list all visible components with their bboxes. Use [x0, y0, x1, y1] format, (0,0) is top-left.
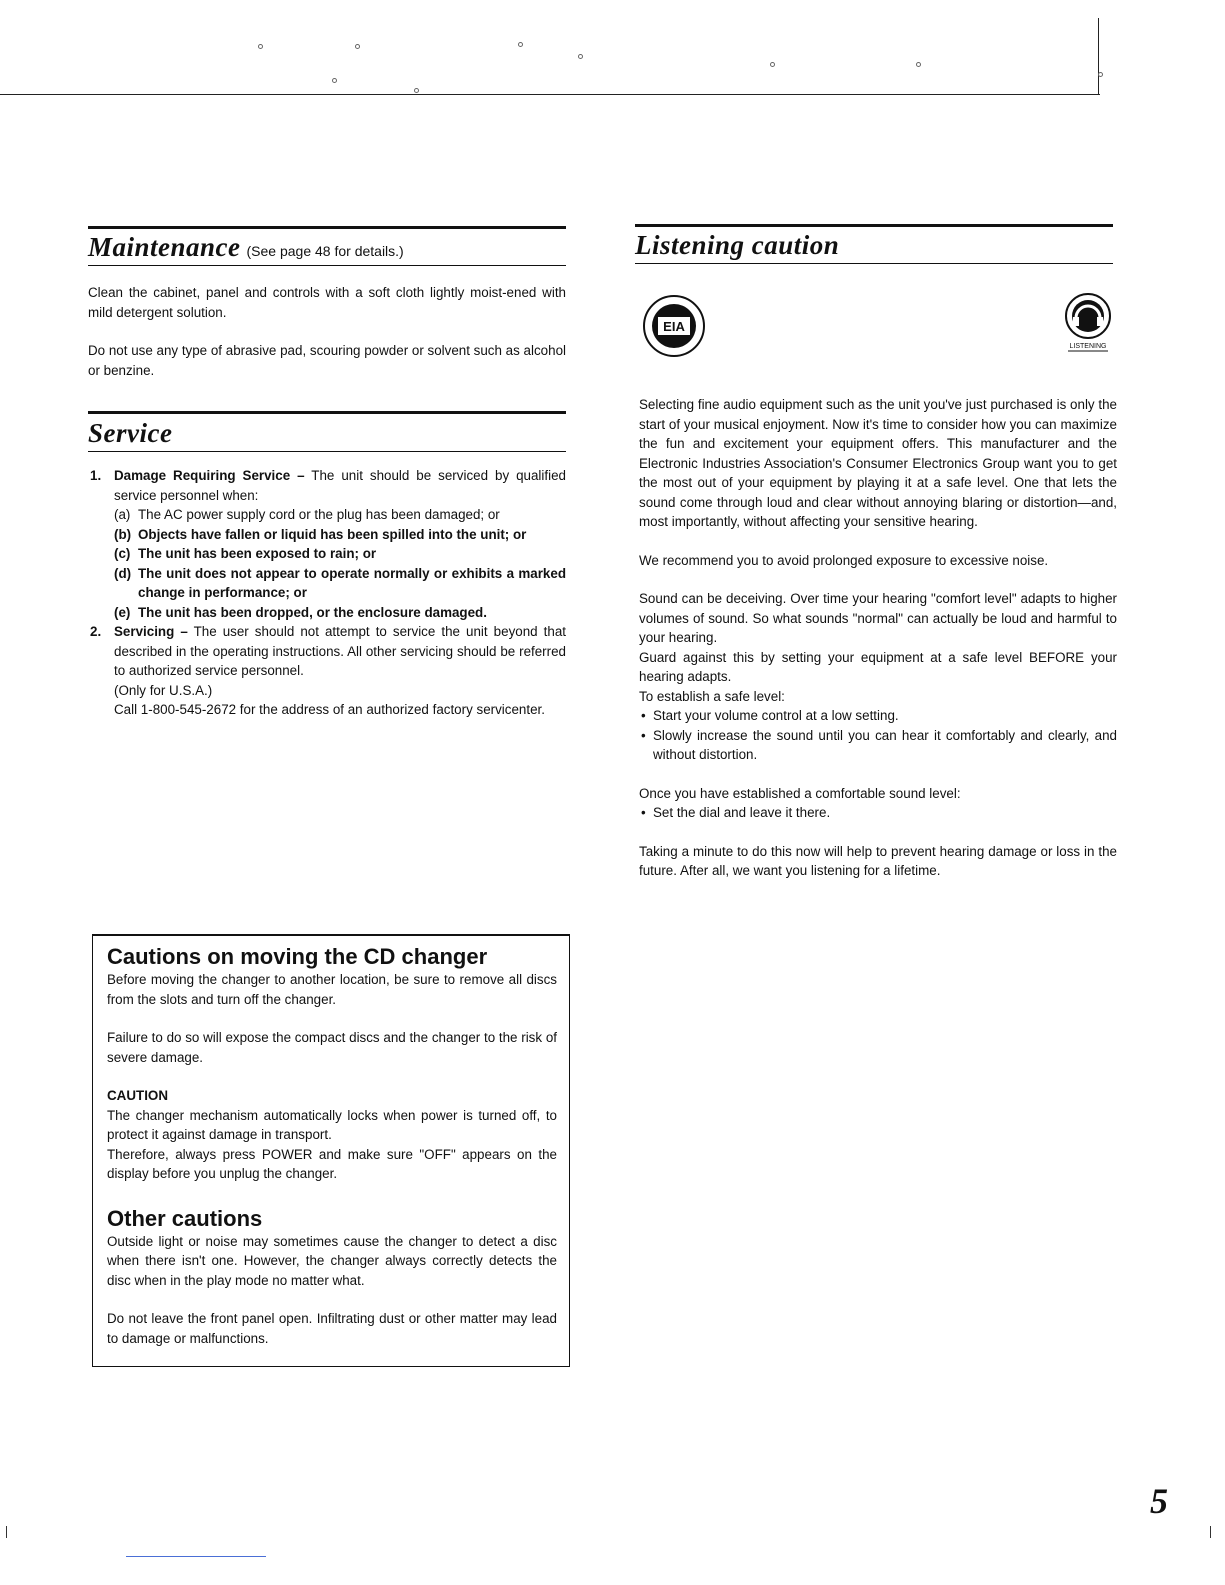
cautions-paragraph-4: Therefore, always press POWER and make sure "OFF" appears on the display before you unplug the changer.	[107, 1146, 557, 1181]
service-subitem-b	[114, 525, 566, 545]
maintenance-heading	[88, 232, 404, 263]
service-item-text: The unit should be serviced by qualified service personnel when:	[114, 468, 566, 503]
header-rule	[0, 94, 1100, 95]
maintenance-top-rule	[88, 226, 566, 229]
maintenance-paragraph-2: Do not use any type of abrasive pad, scouring powder or solvent such as alcohol or benzine.	[88, 343, 566, 378]
edge-mark-right	[1210, 1526, 1211, 1538]
scan-underline	[126, 1556, 266, 1557]
cautions-box-content	[107, 944, 557, 1348]
eia-logo	[642, 294, 706, 363]
service-subitem-a	[114, 505, 566, 525]
listening-body	[639, 395, 1117, 881]
service-title: Service	[88, 418, 173, 448]
cautions-paragraph-3: The changer mechanism automatically locks when power is turned off, to protect it against damage in transport.	[107, 1107, 557, 1142]
service-list	[88, 466, 566, 720]
headphones-icon	[1060, 290, 1116, 354]
subitem-text: The unit does not appear to operate normally or exhibits a marked change in performance; or	[138, 565, 566, 600]
service-subitem-e	[114, 603, 566, 623]
listening-paragraph-1: Selecting fine audio equipment such as the unit you've just purchased is only the start of your musical enjoyment. Now it's time to consider how you can maximize the fun and excitement your equipment offers. This manufacturer and the Electronic Industries Association's Consumer Electronics Group want you to get the most out of your equipment by playing it at a safe level. One that lets the sound come through loud and clear without annoying blaring or distortion—and, most importantly, without affecting your sensitive hearing.	[639, 397, 1117, 529]
listening-paragraph-3b: Guard against this by setting your equipment at a safe level BEFORE your hearing adapts.	[639, 649, 1117, 684]
subitem-label: (d)	[114, 565, 132, 581]
service-item-number: 2.	[90, 624, 102, 639]
cautions-paragraph-1: Before moving the changer to another location, be sure to remove all discs from the slots and turn off the changer.	[107, 972, 557, 1007]
caution-label: CAUTION	[107, 1088, 168, 1103]
subitem-label: (c)	[114, 546, 131, 561]
service-item-damage	[88, 466, 566, 622]
listening-paragraph-3a: Sound can be deceiving. Over time your hearing "comfort level" adapts to higher volumes of sound. So what sounds "normal" can actually be loud and harmful to your hearing.	[639, 591, 1117, 645]
service-subitem-d	[114, 564, 566, 603]
maintenance-title: Maintenance	[88, 232, 241, 262]
listening-paragraph-2: We recommend you to avoid prolonged exposure to excessive noise.	[639, 552, 1049, 568]
service-phone: Call 1-800-545-2672 for the address of an authorized factory servicenter.	[114, 702, 545, 717]
other-cautions-paragraph-1: Outside light or noise may sometimes cause the changer to detect a disc when there isn't one. However, the changer always correctly detects the disc when in the play mode no matter what.	[107, 1233, 557, 1288]
maintenance-bottom-rule	[88, 265, 566, 266]
service-subitem-c	[114, 544, 566, 564]
listening-logo-text: LISTENING	[1069, 343, 1107, 350]
cautions-paragraph-2: Failure to do so will expose the compact discs and the changer to the risk of severe damage.	[107, 1030, 557, 1065]
page-number: 5	[1150, 1481, 1168, 1521]
other-cautions-paragraph-2: Do not leave the front panel open. Infiltrating dust or other matter may lead to damage or malfunctions.	[107, 1311, 557, 1346]
subitem-text: The unit has been exposed to rain; or	[138, 546, 377, 561]
subitem-label: (b)	[114, 526, 132, 542]
subitem-text: Objects have fallen or liquid has been spilled into the unit; or	[138, 526, 527, 542]
subitem-text: The AC power supply cord or the plug has been damaged; or	[138, 507, 500, 522]
eia-logo-text: EIA	[663, 319, 685, 334]
listening-paragraph-3c: To establish a safe level:	[639, 688, 785, 704]
subitem-label: (a)	[114, 507, 131, 522]
maintenance-paragraph-1: Clean the cabinet, panel and controls with a soft cloth lightly moist-ened with mild detergent solution.	[88, 285, 566, 320]
listening-paragraph-5: Taking a minute to do this now will help to prevent hearing damage or loss in the future. After all, we want you listening for a lifetime.	[639, 843, 1117, 878]
listening-top-rule	[635, 224, 1113, 227]
listening-paragraph-4: Once you have established a comfortable sound level:	[639, 785, 961, 801]
subitem-text: The unit has been dropped, or the enclosure damaged.	[138, 604, 487, 620]
listening-bottom-rule	[635, 263, 1113, 264]
header-corner-rule	[1098, 18, 1099, 94]
other-cautions-title: Other cautions	[107, 1205, 263, 1231]
service-usa-note: (Only for U.S.A.)	[114, 682, 213, 698]
cautions-box	[92, 934, 570, 1367]
listening-bullet-2: • Slowly increase the sound until you can hear it comfortably and clearly, and without distortion.	[639, 726, 1117, 765]
eia-logo-icon	[642, 294, 706, 358]
maintenance-note: (See page 48 for details.)	[246, 243, 404, 259]
maintenance-body	[88, 283, 566, 380]
service-item-heading: Damage Requiring Service –	[114, 468, 305, 483]
subitem-label: (e)	[114, 604, 131, 620]
service-item-number: 1.	[90, 468, 102, 483]
edge-mark-left	[6, 1526, 7, 1538]
listening-title: Listening caution	[635, 230, 840, 260]
service-bottom-rule	[88, 451, 566, 452]
listening-bullet-1: • Start your volume control at a low setting.	[639, 706, 1117, 726]
service-item-heading: Servicing –	[114, 624, 188, 639]
service-item-servicing	[88, 622, 566, 720]
service-top-rule	[88, 411, 566, 414]
listening-bullet-3: • Set the dial and leave it there.	[639, 803, 1117, 823]
listening-logo	[1060, 290, 1116, 359]
service-item-text: The user should not attempt to service the unit beyond that described in the operating instructions. All other servicing should be referred to authorized service personnel.	[114, 624, 566, 678]
cautions-title: Cautions on moving the CD changer	[107, 944, 488, 969]
